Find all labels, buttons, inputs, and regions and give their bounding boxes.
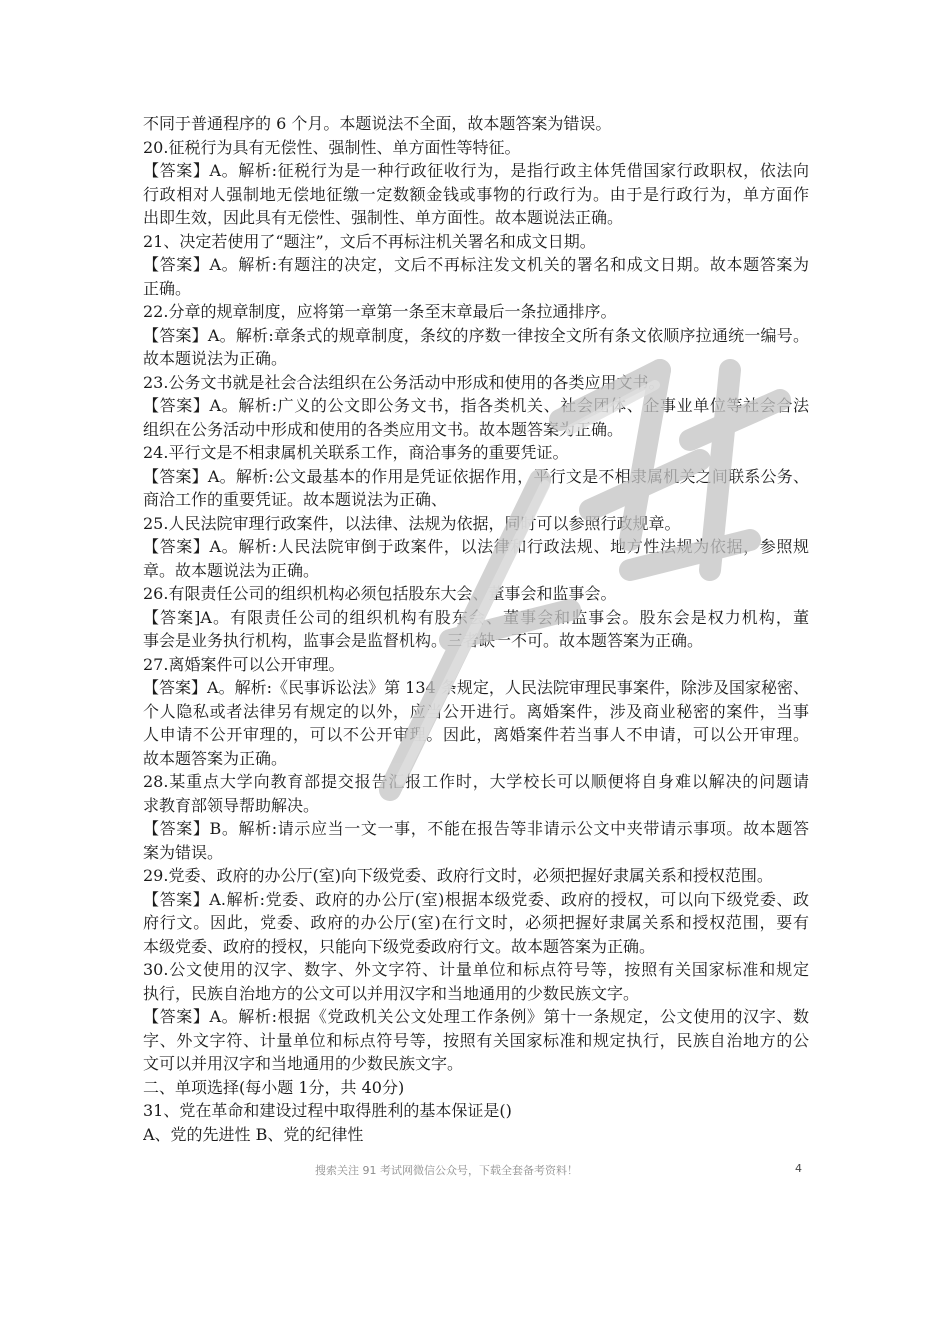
text-line: 【答案】A。解析:征税行为是一种行政征收行为，是指行政主体凭借国家行政职权，依法向 <box>143 161 809 180</box>
text-line: 31、党在革命和建设过程中取得胜利的基本保证是() <box>143 1101 512 1120</box>
text-line: 25.人民法院审理行政案件，以法律、法规为依据，同时可以参照行政规章。 <box>143 513 681 533</box>
page-number: 4 <box>795 1162 802 1175</box>
text-line: 文可以并用汉字和当地通用的少数民族文字。 <box>143 1054 464 1073</box>
text-line: 本级党委、政府的授权，只能向下级党委政府行文。故本题答案为正确。 <box>143 936 656 956</box>
text-line: 【答案】A。解析:章条式的规章制度，条纹的序数一律按全文所有条文依顺序拉通统一编号。 <box>143 325 809 345</box>
text-line: 个人隐私或者法律另有规定的以外，应当公开进行。离婚案件，涉及商业秘密的案件，当事 <box>143 701 809 721</box>
text-line: 组织在公务活动中形成和使用的各类应用文书。故本题答案为正确。 <box>143 419 624 439</box>
text-line: 24.平行文是不相隶属机关联系工作，商洽事务的重要凭证。 <box>143 443 569 462</box>
text-line: 事会是业务执行机构，监事会是监督机构。三者缺一不可。故本题答案为正确。 <box>143 631 704 650</box>
text-line: 【答案】A。解析:广义的公文即公务文书，指各类机关、社会团体、企事业单位等社会合法 <box>143 396 809 415</box>
text-line: 字、外文字符、计量单位和标点符号等，按照有关国家标准和规定执行，民族自治地方的公 <box>143 1030 809 1050</box>
text-line: 【答案】A。解析:人民法院审倒于政案件，以法律和行政法规、地方性法规为依据，参照规 <box>143 537 809 556</box>
text-line: 人申请不公开审理的，可以不公开审理。因此，离婚案件若当事人不申请，可以公开审理。 <box>143 725 809 744</box>
text-line: 【答案】B。解析:请示应当一文一事，不能在报告等非请示公文中夹带请示事项。故本题答 <box>143 819 809 838</box>
text-line: 29.党委、政府的办公厅(室)向下级党委、政府行文时，必须把握好隶属关系和授权范围。 <box>143 866 773 885</box>
text-line: 府行文。因此，党委、政府的办公厅(室)在行文时，必须把握好隶属关系和授权范围，要有 <box>143 913 809 932</box>
text-line: 章。故本题说法为正确。 <box>143 560 320 580</box>
text-line: 22.分章的规章制度，应将第一章第一条至末章最后一条拉通排序。 <box>143 302 617 321</box>
text-line: 27.离婚案件可以公开审理。 <box>143 654 345 674</box>
text-line: 【答案】A。解析:《民事诉讼法》第 134 条规定，人民法院审理民事案件，除涉及国家秘密、 <box>143 678 809 697</box>
text-line: 行政相对人强制地无偿地征缴一定数额金钱或事物的行政行为。由于是行政行为，单方面作 <box>143 184 809 204</box>
text-line: 26.有限责任公司的组织机构必须包括股东大会、董事会和监事会。 <box>143 584 617 603</box>
text-line: 【答案】A。解析:根据《党政机关公文处理工作条例》第十一条规定，公文使用的汉字、数 <box>143 1007 809 1026</box>
text-line: 案为错误。 <box>143 842 224 862</box>
text-line: 30.公文使用的汉字、数字、外文字符、计量单位和标点符号等，按照有关国家标准和规定 <box>143 960 809 979</box>
text-line: A、党的先进性 B、党的纪律性 <box>143 1124 364 1144</box>
text-line: 28.某重点大学向教育部提交报告汇报工作时，大学校长可以顺便将自身难以解决的问题请 <box>143 772 809 791</box>
document-body <box>143 112 809 1146</box>
text-line: 23.公务文书就是社会合法组织在公务活动中形成和使用的各类应用文书。 <box>143 372 665 392</box>
text-line: 不同于普通程序的 6 个月。本题说法不全面，故本题答案为错误。 <box>143 114 612 133</box>
text-line: 二、单项选择(每小题 1分，共 40分) <box>143 1077 405 1097</box>
text-line: 【答案】A.解析:党委、政府的办公厅(室)根据本级党委、政府的授权，可以向下级党委、政 <box>143 889 809 909</box>
text-line: 执行，民族自治地方的公文可以并用汉字和当地通用的少数民族文字。 <box>143 983 640 1003</box>
text-line: 【答案】A。解析:公文最基本的作用是凭证依据作用，平行文是不相隶属机关之间联系公务、 <box>143 466 809 486</box>
text-line: 【答案】A。解析:有题注的决定，文后不再标注发文机关的署名和成文日期。故本题答案为 <box>143 255 809 274</box>
text-line: 21、决定若使用了“题注”，文后不再标注机关署名和成文日期。 <box>143 231 596 251</box>
text-line: 商洽工作的重要凭证。故本题说法为正确、 <box>143 490 448 509</box>
footer-note: 搜索关注 91 考试网微信公众号，下载全套备考资料！ <box>315 1164 578 1177</box>
text-line: 正确。 <box>143 278 192 298</box>
text-line: 故本题说法为正确。 <box>143 349 288 368</box>
text-line: 出即生效，因此具有无偿性、强制性、单方面性。故本题说法正确。 <box>143 208 624 227</box>
text-line: 【答案]A。有限责任公司的组织机构有股东会、董事会和监事会。股东会是权力机构，董 <box>143 607 809 627</box>
text-line: 20.征税行为具有无偿性、强制性、单方面性等特征。 <box>143 137 521 157</box>
text-line: 故本题答案为正确。 <box>143 748 288 768</box>
text-line: 求教育部领导帮助解决。 <box>143 795 320 815</box>
